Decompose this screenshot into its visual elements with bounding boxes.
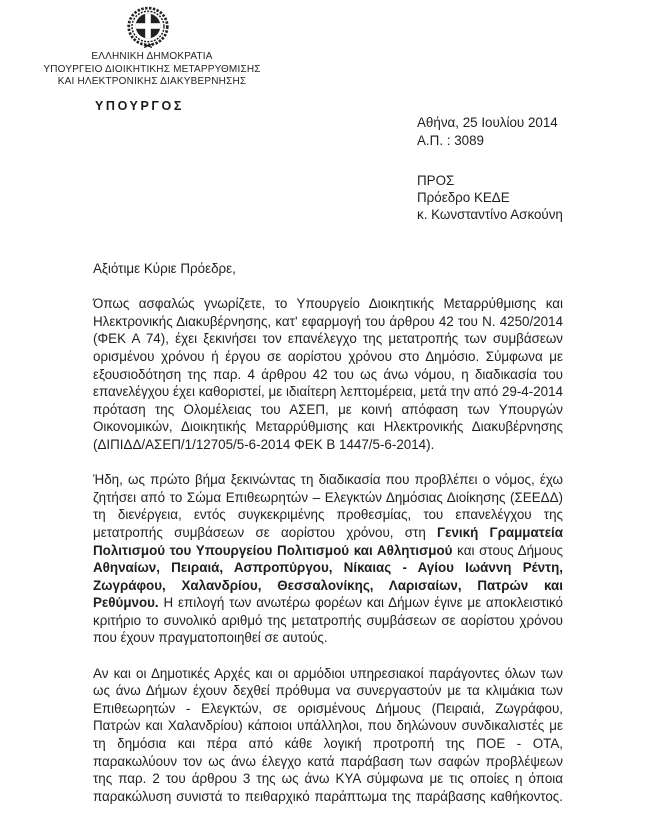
letter-line: Αθηναίων, Πειραιά, Ασπροπύργου, Νίκαιας - Αγίου Ιωάννη Ρέντη, xyxy=(93,560,563,576)
letter-line: Πολιτισμού του Υπουργείου Πολιτισμού και Αθλητισμού και στους Δήμους xyxy=(93,542,563,558)
letter-line: πρόταση της Ολομέλειας του ΑΣΕΠ, με κοινή απόφαση των Υπουργών xyxy=(93,401,563,417)
recipient-line: Πρόεδρο ΚΕΔΕ xyxy=(417,190,510,206)
header-org-line: ΚΑΙ ΗΛΕΚΤΡΟΝΙΚΗΣ ΔΙΑΚΥΒΕΡΝΗΣΗΣ xyxy=(57,76,247,88)
letter-line: που έχουν πραγματοποιηθεί σε αυτούς. xyxy=(93,630,328,646)
letter-line: Όπως ασφαλώς γνωρίζετε, το Υπουργείο Διοικητικής Μεταρρύθμισης και xyxy=(93,296,563,312)
letter-paragraph xyxy=(93,471,563,647)
office-title: ΥΠΟΥΡΓΟΣ xyxy=(95,99,184,113)
letter-line: ορισμένου χρόνου ή έργου σε αορίστου χρόνου στο Δημόσιο. Σύμφωνα με xyxy=(93,348,563,364)
salutation: Αξιότιμε Κύριε Πρόεδρε, xyxy=(93,261,236,276)
letter-body xyxy=(93,260,563,805)
recipient-line: κ. Κωνσταντίνο Ασκούνη xyxy=(417,207,563,223)
recipient-label: ΠΡΟΣ xyxy=(417,173,455,188)
header-org-line: ΕΛΛΗΝΙΚΗ ΔΗΜΟΚΡΑΤΙΑ xyxy=(91,51,213,62)
letter-line: (ΔΙΠΙΔΔ/ΑΣΕΠ/1/12705/5-6-2014 ΦΕΚ Β 1447/5-6-2014). xyxy=(93,436,435,452)
letter-line: (ΦΕΚ Α 74), έχει ξεκινήσει τον επανέλεγχο της μετατροπής των συμβάσεων xyxy=(93,331,563,347)
letter-line: Οικονομικών, Διοικητικής Μεταρρύθμισης και Ηλεκτρονικής Διακυβέρνησης xyxy=(93,419,563,435)
reference-block xyxy=(417,114,558,149)
letter-line: τη δημόσια και πέρα από κάθε λογική προτροπή της ΠΟΕ - ΟΤΑ, xyxy=(93,736,563,752)
letter-line: Ρεθύμνου. Η επιλογή των ανωτέρω φορέων και Δήμων έγινε με αποκλειστικό xyxy=(93,595,563,611)
header-organization-block xyxy=(32,51,272,89)
letter-line: παρακωλύουν τον ως άνω έλεγχο κατά παράβαση των σαφών προβλέψεων xyxy=(93,753,563,769)
letter-paragraph xyxy=(93,665,563,806)
letter-line: Αν και οι Δημοτικές Αρχές και οι αρμόδιοι υπηρεσιακοί παράγοντες όλων των xyxy=(93,665,563,681)
place-date: Αθήνα, 25 Ιουλίου 2014 xyxy=(417,115,558,130)
letter-paragraph xyxy=(93,295,563,453)
header-org-line: ΥΠΟΥΡΓΕΙΟ ΔΙΟΙΚΗΤΙΚΗΣ ΜΕΤΑΡΡΥΘΜΙΣΗΣ xyxy=(43,63,261,75)
letter-line: μετατροπής συμβάσεων σε αορίστου χρόνου, στη Γενική Γραμματεία xyxy=(93,524,564,540)
recipient-block xyxy=(417,172,563,224)
letter-line: Πατρών και Χαλανδρίου) κάποιοι υπάλληλοι, που δηλώνουν συνδικαλιστές με xyxy=(93,718,563,734)
letter-line: επανελέγχου έχει καθοριστεί, με ιδιαίτερη λεπτομέρεια, μετά την από 29-4-2014 xyxy=(93,384,563,400)
protocol-number: Α.Π. : 3089 xyxy=(417,132,484,148)
letter-line: Ζωγράφου, Χαλανδρίου, Θεσσαλονίκης, Λαρισαίων, Πατρών και xyxy=(93,577,563,593)
letter-line: ζητήσει από το Σώμα Επιθεωρητών – Ελεγκτών Δημόσιας Διοίκησης (ΣΕΕΔΔ) xyxy=(93,489,563,505)
greek-republic-emblem-icon xyxy=(125,6,171,48)
letter-line: Ηλεκτρονικής Διακυβέρνησης, κατ' εφαρμογή του άρθρου 42 του Ν. 4250/2014 xyxy=(93,313,563,329)
letter-line: Επιθεωρητών - Ελεγκτών, σε ορισμένους Δήμους (Πειραιά, Ζωγράφου, xyxy=(93,700,563,716)
letter-line: εξουσιοδότηση της παρ. 4 άρθρου 42 του ως άνω νόμου, η διαδικασία του xyxy=(93,366,563,382)
letter-line: της παρ. 2 του άρθρου 3 της ως άνω ΚΥΑ σύμφωνα με τις οποίες η όποια xyxy=(93,771,563,787)
letter-line: τη διενέργεια, εντός συγκεκριμένης προθεσμίας, του επανελέγχου της xyxy=(93,507,563,523)
letter-line: Ήδη, ως πρώτο βήμα ξεκινώντας τη διαδικασία που προβλέπει ο νόμος, έχω xyxy=(93,472,563,488)
letter-line: παρακώλυση συνιστά το πειθαρχικό παράπτωμα της παράβασης καθήκοντος. xyxy=(93,788,563,804)
letter-line: κριτήριο το συνολικό αριθμό της μετατροπής συμβάσεων σε αορίστου χρόνου xyxy=(93,612,563,628)
letter-line: ως άνω Δήμων έχουν δεχθεί πρόθυμα να συνεργαστούν με τα κλιμάκια των xyxy=(93,683,563,699)
